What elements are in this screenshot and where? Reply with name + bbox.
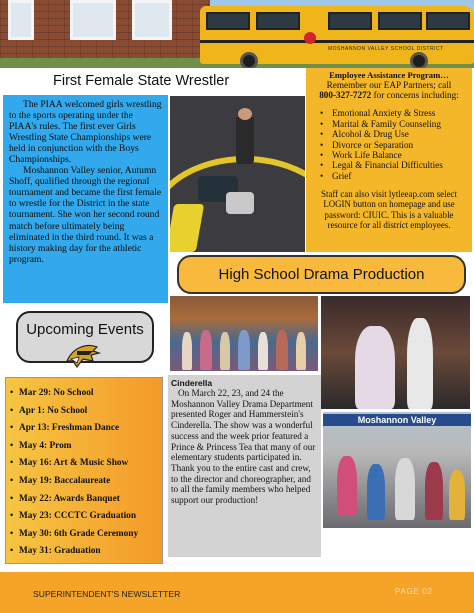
cinderella-article	[168, 375, 321, 557]
event-item: • May 16: Art & Music Show	[10, 455, 160, 473]
eap-item: • Alcohol & Drug Use	[320, 129, 468, 139]
actress	[355, 326, 395, 409]
referee-figure	[226, 192, 254, 214]
dance-photo	[323, 412, 471, 528]
wrestler-para-1: The PIAA welcomed girls wrestling to the sports operating under the PIAA's rules. The first ever Girls Wrestling State Championships were held in conjunction with the Boys Championships.	[9, 99, 162, 166]
building-window	[132, 0, 172, 40]
dancer	[425, 462, 443, 520]
actor	[182, 332, 192, 370]
wrestler-head	[238, 108, 252, 120]
event-item: • May 4: Prom	[10, 438, 160, 456]
events-list	[10, 385, 160, 561]
event-item: • May 23: CCCTC Graduation	[10, 508, 160, 526]
eap-footer: Staff can also visit lytleeap.com select LOGIN button on homepage and use password: CIUIC. This is a valuable resource for all district employees.	[321, 189, 457, 230]
cinderella-body: On March 22, 23, and 24 the Moshannon Valley Drama Department presented Roger and Hammerstein's Cinderella. The show was a wonderful success and the week prior featured a Prince & Princess Tea that many of our elementary students participated in. Thank you to the entire cast and crew, to the director and choreographer, and to all the family members who helped support our production!	[171, 388, 316, 506]
actor	[200, 330, 212, 370]
eap-item: • Legal & Financial Difficulties	[320, 160, 468, 170]
eap-line-2: for concerns including:	[373, 90, 459, 101]
event-item: • May 22: Awards Banquet	[10, 491, 160, 509]
eap-item: • Marital & Family Counseling	[320, 119, 468, 129]
dancer	[337, 456, 357, 516]
bus-stripe	[200, 40, 474, 43]
bus-wheel	[410, 52, 428, 68]
actor	[276, 330, 288, 370]
dance-banner: Moshannon Valley	[323, 414, 471, 426]
actor	[238, 330, 250, 370]
header-photo	[0, 0, 474, 68]
bus-text: MOSHANNON VALLEY SCHOOL DISTRICT	[328, 46, 444, 52]
knight-logo-icon	[63, 341, 103, 369]
event-item: • May 30: 6th Grade Ceremony	[10, 526, 160, 544]
eap-concerns-list	[320, 108, 468, 181]
couple-photo	[321, 296, 470, 409]
stage-photo	[170, 296, 318, 371]
event-item: • Apr 13: Freshman Dance	[10, 420, 160, 438]
eap-line-1: Remember our EAP Partners; call	[326, 80, 452, 90]
eap-item: • Grief	[320, 171, 468, 181]
events-title-text: Upcoming Events	[26, 321, 144, 338]
wrestler-figure	[236, 116, 254, 164]
newsletter-name: SUPERINTENDENT'S NEWSLETTER	[33, 589, 181, 599]
eap-item: • Emotional Anxiety & Stress	[320, 108, 468, 118]
wrestler-title: First Female State Wrestler	[53, 73, 230, 89]
wrestling-photo	[170, 96, 305, 252]
event-item: • May 31: Graduation	[10, 543, 160, 561]
building-window	[8, 0, 34, 40]
event-item: • Mar 29: No School	[10, 385, 160, 403]
actor	[296, 332, 306, 370]
eap-item: • Work Life Balance	[320, 150, 468, 160]
bus-wheel	[240, 52, 258, 68]
stop-sign	[304, 32, 316, 44]
bus-window	[378, 12, 422, 30]
bus-window	[256, 12, 300, 30]
building-window	[70, 0, 116, 40]
event-item: • Apr 1: No School	[10, 403, 160, 421]
drama-title: High School Drama Production	[177, 255, 466, 294]
eap-box	[306, 68, 472, 252]
actor	[407, 318, 433, 409]
bus-window	[328, 12, 372, 30]
eap-title: Employee Assistance Program…	[329, 70, 449, 80]
wrestler-article	[3, 95, 168, 303]
actor	[220, 332, 230, 370]
school-bus	[200, 6, 474, 64]
dancer	[395, 458, 415, 520]
dancer	[449, 470, 465, 520]
cinderella-heading: Cinderella	[171, 378, 213, 388]
event-item: • May 19: Baccalaureate	[10, 473, 160, 491]
eap-phone: 800-327-7272	[319, 90, 372, 101]
bus-window	[206, 12, 250, 30]
events-box	[5, 377, 163, 564]
actor	[258, 332, 268, 370]
page-number: PAGE 02	[395, 586, 433, 596]
dancer	[367, 464, 385, 520]
bus-window	[426, 12, 470, 30]
eap-item: • Divorce or Separation	[320, 140, 468, 150]
wrestler-para-2: Moshannon Valley senior, Autumn Shoff, qualified through the regional tournament and became the first female to wrestle for the District in the state tournament. She won her second round match before ultimately being eliminated in the third round. It was a history making day for the athletic program.	[9, 165, 162, 265]
